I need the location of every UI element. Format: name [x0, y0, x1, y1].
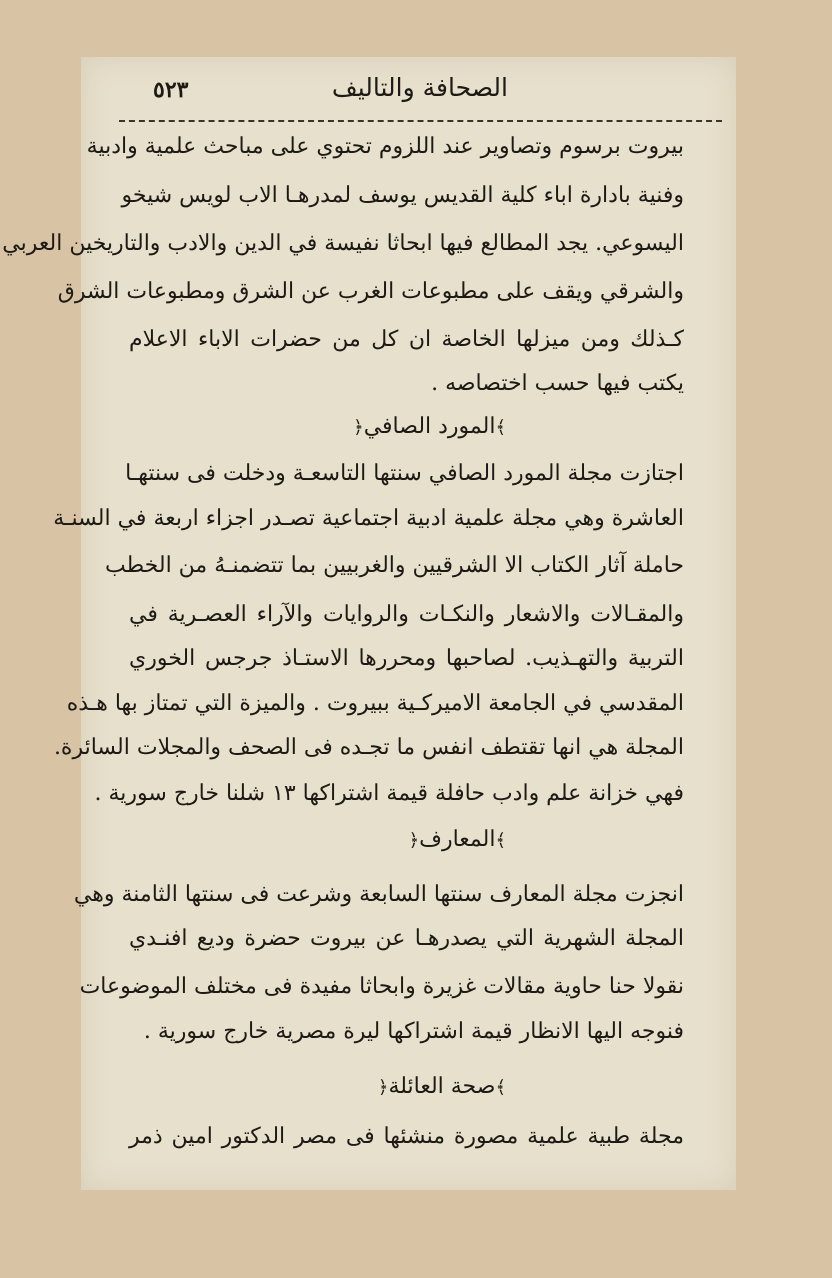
section-heading-sihhat-al-aila	[378, 1067, 506, 1107]
running-title: الصحافة والتاليف	[331, 73, 508, 102]
ornament-icon: ﴿	[353, 417, 364, 438]
text-line: العاشرة وهي مجلة علمية ادبية اجتماعية تصـدر اجزاء اربعة في السنـة	[53, 506, 684, 531]
text-line: نقولا حنا حاوية مقالات غزيرة وابحاثا مفيدة فى مختلف الموضوعات	[79, 974, 684, 999]
ornament-icon: ﴾	[495, 1077, 506, 1098]
text-line: المجلة هي انها تقتطف انفس ما تجـده فى الصحف والمجلات السائرة.	[53, 735, 684, 760]
text-line: مجلة طبية علمية مصورة منشئها فى مصر الدكتور امين ذمر	[129, 1124, 684, 1149]
text-line: اجتازت مجلة المورد الصافي سنتها التاسعـة ودخلت فى سنتهـا	[125, 461, 684, 486]
text-line: فنوجه اليها الانظار قيمة اشتراكها ليرة مصرية خارج سورية .	[143, 1019, 684, 1044]
text-line: بيروت برسوم وتصاوير عند اللزوم تحتوي على مباحث علمية وادبية	[86, 134, 684, 159]
text-line: والشرقي ويقف على مطبوعات الغرب عن الشرق ومطبوعات الشرق	[57, 279, 684, 304]
text-line: يكتب فيها حسب اختصاصه .	[431, 371, 684, 396]
ornament-icon: ﴾	[495, 830, 506, 851]
text-line: فهي خزانة علم وادب حافلة قيمة اشتراكها ١٣ شلنا خارج سورية .	[94, 781, 684, 806]
text-line: المقدسي في الجامعة الاميركـية ببيروت . والميزة التي تمتاز بها هـذه	[66, 691, 684, 716]
text-line: المجلة الشهرية التي يصدرهـا عن بيروت حضرة وديع افنـدي	[129, 926, 684, 951]
text-line: التربية والتهـذيب. لصاحبها ومحررها الاستـاذ جرجس الخوري	[129, 646, 684, 671]
page-number: ٥٢٣	[153, 77, 189, 103]
book-page	[2, 57, 736, 1190]
text-line: كـذلك ومن ميزلها الخاصة ان كل من حضرات الاباء الاعلام	[129, 327, 684, 352]
section-heading-al-maaref	[409, 820, 506, 860]
heading-text: المورد الصافي	[363, 414, 496, 439]
text-line: اليسوعي. يجد المطالع فيها ابحاثا نفيسة في الدين والادب والتاريخين العربي	[2, 231, 684, 256]
ornament-icon: ﴾	[495, 417, 506, 438]
header-rule	[119, 120, 722, 122]
ornament-icon: ﴿	[377, 1077, 389, 1098]
ornament-icon: ﴿	[408, 830, 420, 851]
text-line: حاملة آثار الكتاب الا الشرقيين والغربيين بما تتضمنـهُ من الخطب	[105, 553, 684, 578]
heading-text: المعارف	[419, 827, 496, 852]
page-header	[81, 71, 736, 111]
text-line: والمقـالات والاشعار والنكـات والروايات والآراء العصـرية في	[129, 602, 684, 627]
section-heading-al-mawrid	[353, 407, 506, 447]
text-line: وفنية بادارة اباء كلية القديس يوسف لمدرهـا الاب لويس شيخو	[121, 183, 684, 208]
text-line: انجزت مجلة المعارف سنتها السابعة وشرعت فى سنتها الثامنة وهي	[73, 882, 684, 907]
heading-text: صحة العائلة	[388, 1074, 496, 1099]
